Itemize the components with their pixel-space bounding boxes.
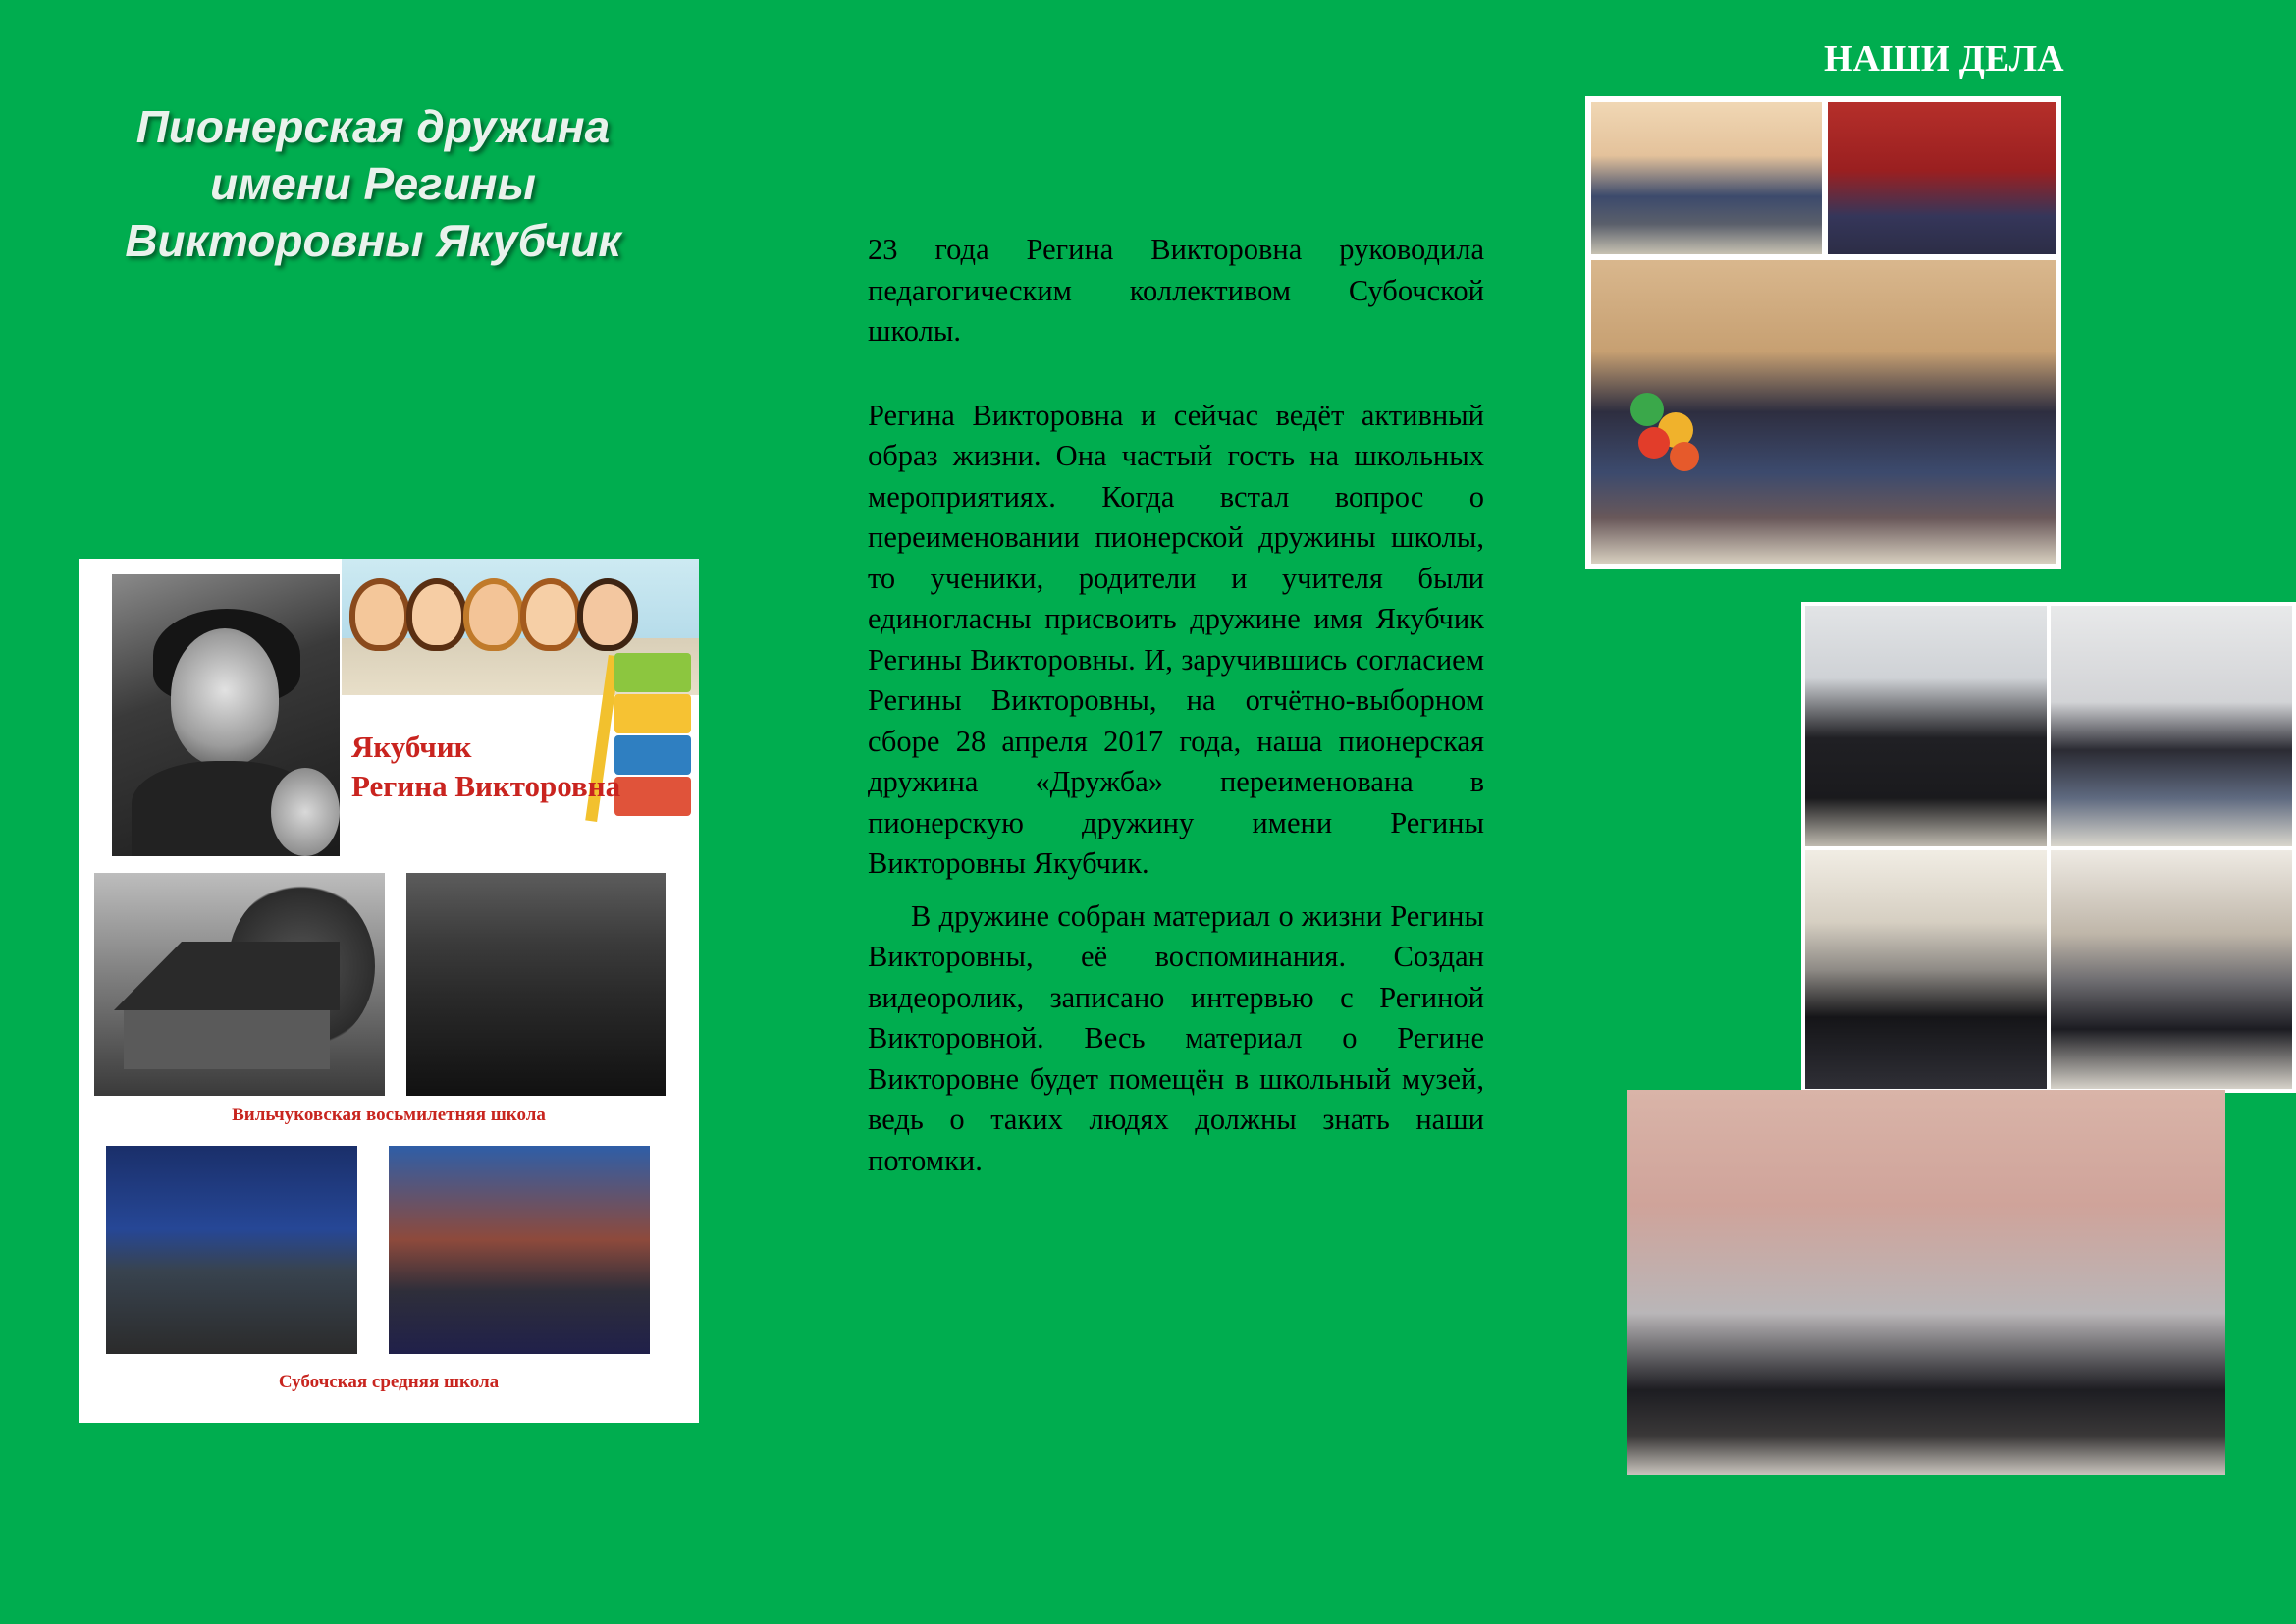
section-heading: НАШИ ДЕЛА [1824, 38, 2064, 80]
caption-secondary-school: Субочская средняя школа [278, 1372, 500, 1392]
event-photo-award [1801, 602, 2296, 1093]
banner-name-line-2: Регина Викторовна [351, 769, 621, 803]
caption-old-school: Вильчуковская восьмилетняя школа [232, 1105, 546, 1125]
photo-collage [79, 559, 699, 1423]
banner-name-line-1: Якубчик [351, 730, 472, 764]
event-photo-group [1627, 1090, 2225, 1475]
banner-name [351, 728, 620, 806]
paragraph-1: 23 года Регина Викторовна руководила педагогическим коллективом Субочской школы. [868, 233, 1484, 348]
class-group-photo-2 [389, 1146, 650, 1354]
title-line-1: Пионерская дружина [135, 101, 611, 152]
class-group-photo-1 [106, 1146, 357, 1354]
title-line-2: имени Регины [210, 158, 536, 209]
paragraph-3: В дружине собран материал о жизни Регины Викторовны, её воспоминания. Создан видеоролик, записано интервью с Региной Викторовной. Весь материал о Регине Викторовне будет помещён в школьный музей, ведь о таких людях должны знать наши потомки. [868, 898, 1484, 1177]
portrait-photo [112, 574, 340, 856]
title-line-3: Викторовны Якубчик [125, 215, 621, 266]
paragraph-2: Регина Викторовна и сейчас ведёт активный образ жизни. Она частый гость на школьных мероприятиях. Когда встал вопрос о переименовании пионерской дружины школы, то ученики, родители и учителя были единогласны присвоить дружине имя Якубчик Регины Викторовны. И, заручившись согласием Регины Викторовны, на отчётно-выборном сборе 28 апреля 2017 года, наша пионерская дружина «Дружба» переименована в пионерскую дружину имени Регины Викторовны Якубчик. [868, 398, 1484, 880]
page-title [59, 98, 687, 269]
event-photo-stage [1585, 96, 2061, 569]
article-text [868, 230, 1484, 1181]
staff-group-photo [406, 873, 666, 1096]
name-banner [342, 559, 699, 843]
books-icon [614, 653, 691, 830]
old-school-photo [94, 873, 385, 1096]
